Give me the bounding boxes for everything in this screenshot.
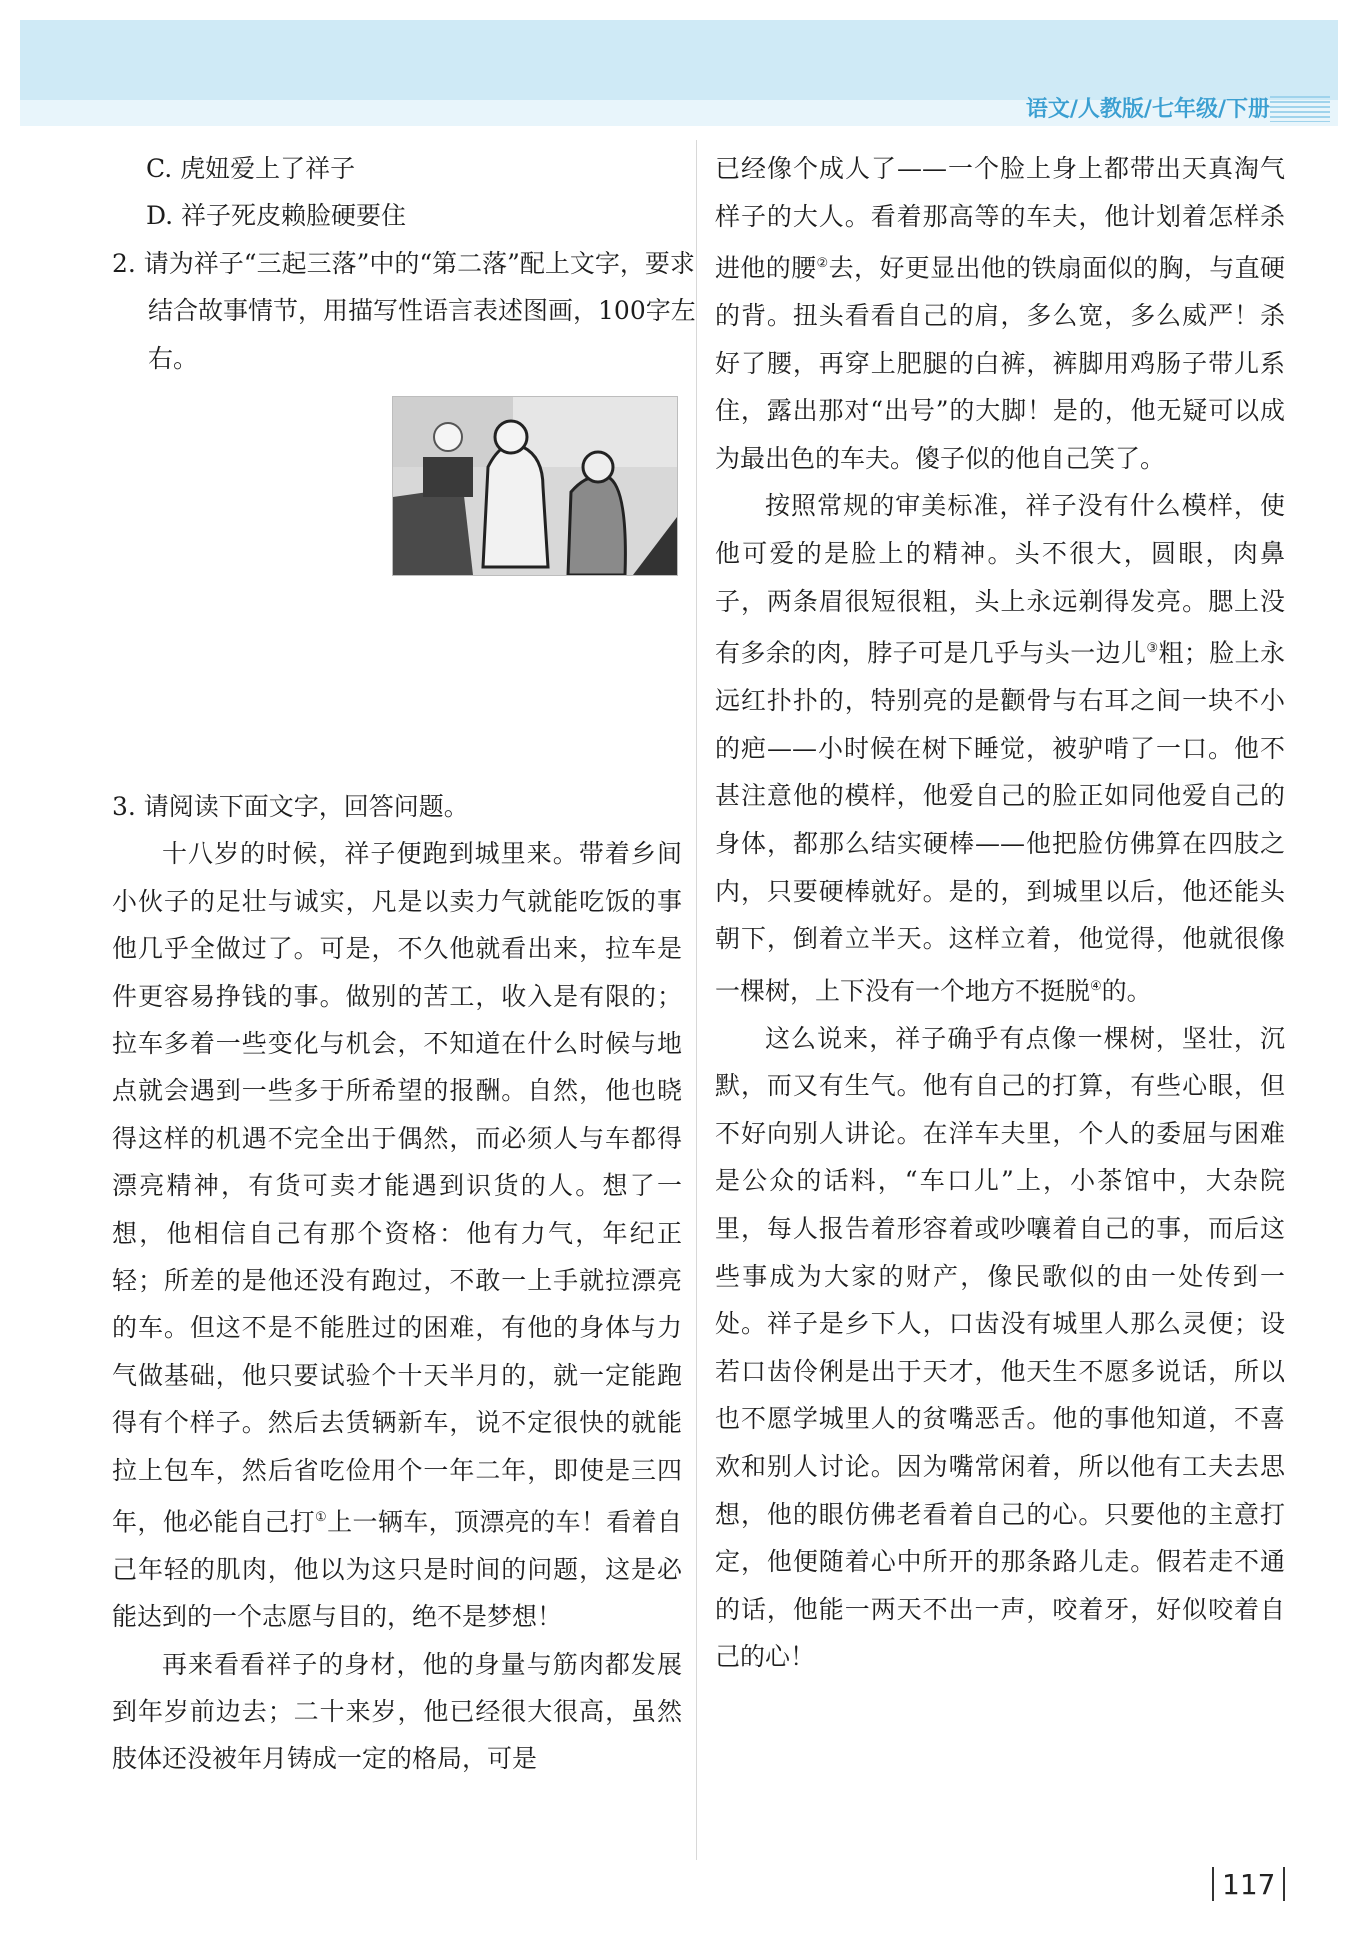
passage-paragraph-3 xyxy=(715,482,1285,1014)
page-number-box xyxy=(1212,1862,1285,1906)
paragraph-3-text-c: 的。 xyxy=(1101,976,1152,1006)
illustration-drawing xyxy=(393,397,677,575)
right-column xyxy=(715,145,1285,1681)
passage-paragraph-4: 这么说来，祥子确乎有点像一棵树，坚壮，沉默，而又有生气。他有自己的打算，有些心眼，但不好向别人讲论。在洋车夫里，个人的委屈与困难是公众的话料，“车口儿”上，小茶馆中，大杂院里，每人报告着形容着或吵嚷着自己的事，而后这些事成为大家的财产，像民歌似的由一处传到一处。祥子是乡下人，口齿没有城里人那么灵便；设若口齿伶俐是出于天才，他天生不愿多说话，所以也不愿学城里人的贫嘴恶舌。他的事他知道，不喜欢和别人讨论。因为嘴常闲着，所以他有工夫去思想，他的眼仿佛老看着自己的心。只要他的主意打定，他便随着心中所开的那条路儿走。假若走不通的话，他能一两天不出一声，咬着牙，好似咬着自己的心！ xyxy=(715,1023,1285,1672)
option-d: D. 祥子死皮赖脸硬要住 xyxy=(146,201,407,231)
footnote-3-marker: ③ xyxy=(1146,641,1159,657)
question-2: 2. 请为祥子“三起三落”中的“第二落”配上文字，要求结合故事情节，用描写性语言表述图画，100字左右。 xyxy=(112,248,696,373)
passage-paragraph-2: 再来看看祥子的身材，他的身量与筋肉都发展到年岁前边去；二十来岁，他已经很大很高，虽然肢体还没被年月铸成一定的格局，可是 xyxy=(112,1649,682,1774)
page-number-bar-left xyxy=(1212,1867,1214,1901)
passage-paragraph-1 xyxy=(112,830,682,1640)
column-divider xyxy=(696,140,697,1860)
page-number-bar-right xyxy=(1283,1867,1285,1901)
left-column xyxy=(112,145,696,382)
paragraph-3-text-a: 按照常规的审美标准，祥子没有什么模样，使他可爱的是脸上的精神。头不很大，圆眼，肉鼻子，两条眉很短很粗，头上永远剃得发亮。腮上没有多余的肉，脖子可是几乎与头一边儿 xyxy=(715,491,1285,668)
footnote-1-marker: ① xyxy=(315,1510,328,1526)
paragraph-3-text-b: 粗；脸上永远红扑扑的，特别亮的是颧骨与右耳之间一块不小的疤——小时候在树下睡觉，被驴啃了一口。他不甚注意他的模样，他爱自己的脸正如同他爱自己的身体，都那么结实硬棒——他把脸仿佛算在四肢之内，只要硬棒就好。是的，到城里以后，他还能头朝下，倒着立半天。这样立着，他觉得，他就很像一棵树，上下没有一个地方不挺脱 xyxy=(715,638,1285,1006)
footnote-2-marker: ② xyxy=(816,256,829,272)
paragraph-2-cont-text-a: 已经像个成人了——一个脸上身上都带出天真淘气样子的大人。看着那高等的车夫，他计划着怎样杀进他的腰 xyxy=(715,154,1285,283)
option-c: C. 虎妞爱上了祥子 xyxy=(146,154,356,183)
paragraph-1-text-b: 上一辆车，顶漂亮的车！看着自己年轻的肌肉，他以为这只是时间的问题，这是必能达到的一个志愿与目的，绝不是梦想！ xyxy=(112,1507,682,1632)
header-decoration xyxy=(1270,96,1330,122)
footnote-4-marker: ④ xyxy=(1090,978,1102,994)
question-3-block xyxy=(112,783,682,1783)
paragraph-1-text-a: 十八岁的时候，祥子便跑到城里来。带着乡间小伙子的足壮与诚实，凡是以卖力气就能吃饭的事他几乎全做过了。可是，不久他就看出来，拉车是件更容易挣钱的事。做别的苦工，收入是有限的；拉车多着一些变化与机会，不知道在什么时候与地点就会遇到一些多于所希望的报酬。自然，他也晓得这样的机遇不完全出于偶然，而必须人与车都得漂亮精神，有货可卖才能遇到识货的人。想了一想，他相信自己有那个资格：他有力气，年纪正轻；所差的是他还没有跑过，不敢一上手就拉漂亮的车。但这不是不能胜过的困难，有他的身体与力气做基础，他只要试验个十天半月的，就一定能跑得有个样子。然后去赁辆新车，说不定很快的就能拉上包车，然后省吃俭用个一年二年，即使是三四年，他必能自己打 xyxy=(112,839,682,1537)
question-3-title: 3. 请阅读下面文字，回答问题。 xyxy=(112,792,469,821)
passage-paragraph-2-continued xyxy=(715,145,1285,482)
page-number: 117 xyxy=(1222,1867,1276,1901)
paragraph-2-cont-text-b: 去，好更显出他的铁扇面似的胸，与直硬的背。扭头看看自己的肩，多么宽，多么威严！杀好了腰，再穿上肥腿的白裤，裤脚用鸡肠子带儿系住，露出那对“出号”的大脚！是的，他无疑可以成为最出色的车夫。傻子似的他自己笑了。 xyxy=(715,253,1285,473)
header-book-label: 语文/人教版/七年级/下册 xyxy=(1025,96,1270,122)
illustration-image xyxy=(392,396,678,576)
